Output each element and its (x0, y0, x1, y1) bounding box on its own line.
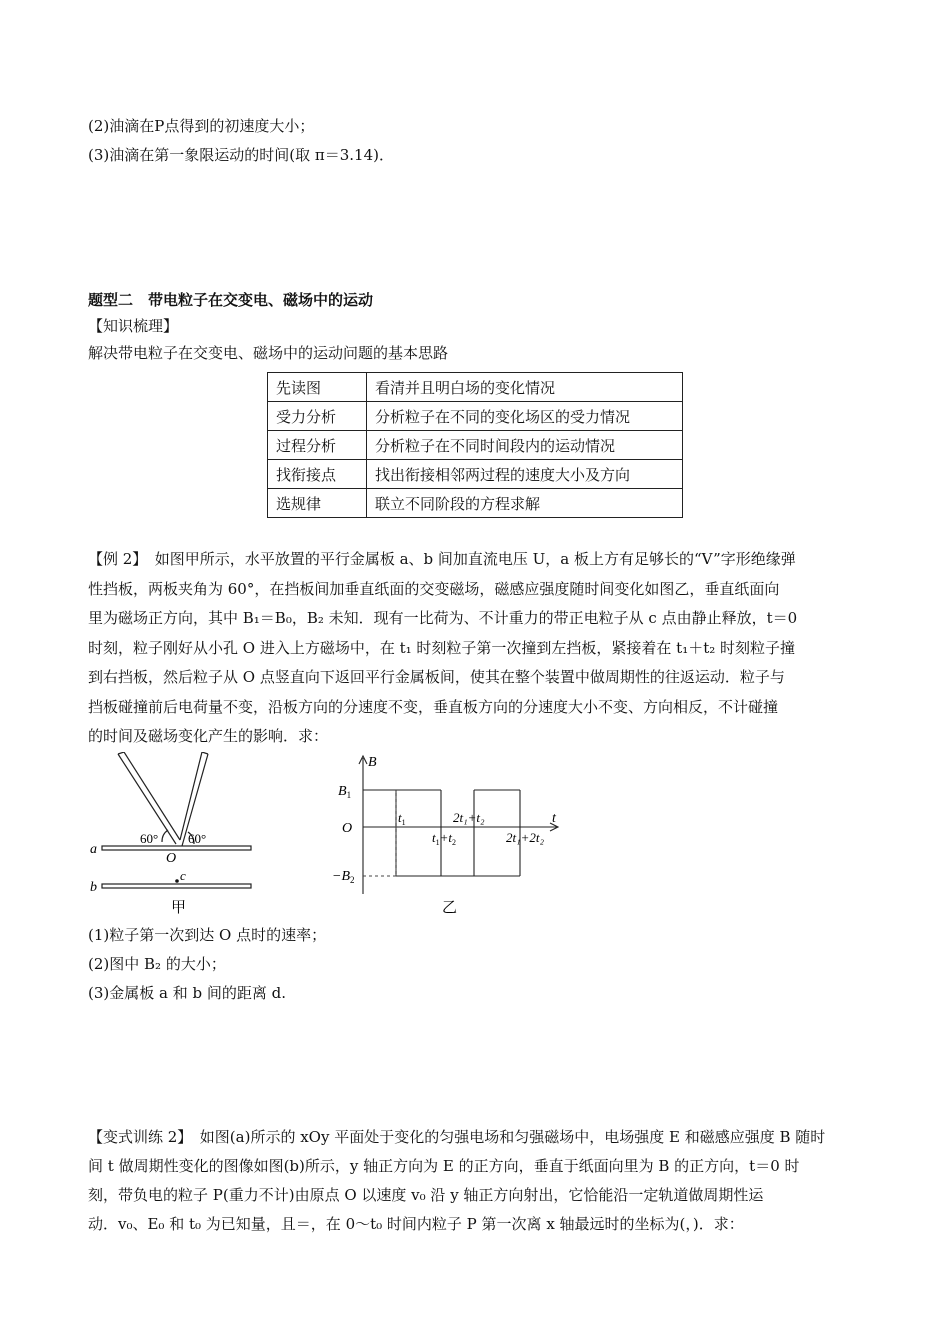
table-row (268, 373, 683, 402)
tick-t1: $t_1$ (398, 810, 406, 827)
figure-yi-caption: 乙 (442, 900, 458, 916)
right-baffle-line (180, 752, 202, 840)
b1-label: $B_1$ (338, 784, 352, 800)
table-cell: 找出衔接相邻两过程的速度大小及方向 (367, 460, 683, 489)
tick-2t1-plus-t2: 2t₁+t₂ (453, 810, 485, 825)
table-cell: 分析粒子在不同时间段内的运动情况 (367, 431, 683, 460)
table-cell: 找衔接点 (268, 460, 367, 489)
example-line: 【例 2】 如图甲所示，水平放置的平行金属板 a、b 间加直流电压 U，a 板上方有足够长的“V”字形绝缘弹 (88, 550, 796, 568)
plate-a (102, 846, 251, 850)
steps-table (267, 372, 683, 518)
variant-line: 【变式训练 2】 如图(a)所示的 xOy 平面处于变化的匀强电场和匀强磁场中，电场强度 E 和磁感应强度 B 随时 (88, 1128, 826, 1146)
neg-b2-label: $-B_2$ (332, 869, 355, 885)
section-intro: 解决带电粒子在交变电、磁场中的运动问题的基本思路 (88, 344, 449, 362)
label-c: c (180, 868, 186, 883)
variant-2-text (88, 1123, 878, 1239)
table-cell: 先读图 (268, 373, 367, 402)
left-baffle-line (124, 752, 180, 840)
example-2-text (88, 545, 868, 752)
variant-line: 间 t 做周期性变化的图像如图(b)所示，y 轴正方向为 E 的正方向，垂直于纸面向里为 B 的正方向，t＝0 时 (88, 1157, 800, 1175)
table-row (268, 402, 683, 431)
section-title: 题型二 带电粒子在交变电、磁场中的运动 (88, 291, 374, 309)
figure-jia (88, 752, 263, 917)
table-row (268, 460, 683, 489)
left-baffle-end (118, 752, 124, 754)
example-line: 时刻，粒子刚好从小孔 O 进入上方磁场中，在 t₁ 时刻粒子第一次撞到左挡板，紧接着在 t₁＋t₂ 时刻粒子撞 (88, 638, 796, 657)
table-row (268, 489, 683, 518)
table-cell: 联立不同阶段的方程求解 (367, 489, 683, 518)
angle-left-label: 60° (140, 831, 159, 846)
label-O: O (166, 851, 177, 866)
label-a: a (90, 842, 97, 857)
angle-arc-left (162, 830, 168, 842)
variant-line: 刻，带负电的粒子 P(重力不计)由原点 O 以速度 v₀ 沿 y 轴正方向射出，它恰能沿一定轨道做周期性运 (88, 1186, 764, 1204)
variant-line: 动．v₀、E₀ 和 t₀ 为已知量，且＝，在 0～t₀ 时间内粒子 P 第一次离 x 轴最远时的坐标为(，)．求： (88, 1215, 744, 1233)
example-question-2: (2)图中 B₂ 的大小； (88, 955, 226, 973)
example-line: 的时间及磁场变化产生的影响．求： (88, 727, 329, 745)
question-3-prev: (3)油滴在第一象限运动的时间(取 π＝3.14)． (88, 146, 394, 164)
label-b: b (90, 880, 97, 895)
axis-b-label: B (368, 755, 377, 770)
example-line: 性挡板，两板夹角为 60°，在挡板间加垂直纸面的交变磁场，磁感应强度随时间变化如图乙，垂直纸面向 (88, 579, 780, 598)
example-line: 到右挡板，然后粒子从 O 点竖直向下返回平行金属板间，使其在整个装置中做周期性的往返运动．粒子与 (88, 668, 785, 686)
axis-t-label: t (552, 811, 556, 826)
origin-label: O (342, 821, 353, 836)
knowledge-tag: 【知识梳理】 (88, 317, 179, 335)
point-c (175, 879, 179, 883)
table-row (268, 431, 683, 460)
example-line: 里为磁场正方向，其中 B₁＝B₀，B₂ 未知．现有一比荷为、不计重力的带正电粒子从 c 点由静止释放，t＝0 (88, 609, 798, 627)
table-cell: 过程分析 (268, 431, 367, 460)
table-cell: 看清并且明白场的变化情况 (367, 373, 683, 402)
right-baffle-end (202, 752, 208, 754)
angle-right-label: 60° (188, 831, 207, 846)
figure-yi (330, 752, 570, 917)
tick-2t1-plus-2t2: 2t₁+2t₂ (506, 830, 545, 845)
question-2-prev: (2)油滴在P点得到的初速度大小； (88, 117, 315, 135)
table-cell: 分析粒子在不同的变化场区的受力情况 (367, 402, 683, 431)
tick-t1-plus-t2: $t_1+t_2$ (432, 830, 457, 847)
table-cell: 选规律 (268, 489, 367, 518)
table-cell: 受力分析 (268, 402, 367, 431)
figure-jia-caption: 甲 (171, 900, 187, 916)
example-question-1: (1)粒子第一次到达 O 点时的速率； (88, 926, 327, 944)
plate-b (102, 884, 251, 888)
example-line: 挡板碰撞前后电荷量不变，沿板方向的分速度不变，垂直板方向的分速度大小不变、方向相反，不计碰撞 (88, 697, 779, 716)
example-question-3: (3)金属板 a 和 b 间的距离 d. (88, 984, 287, 1002)
